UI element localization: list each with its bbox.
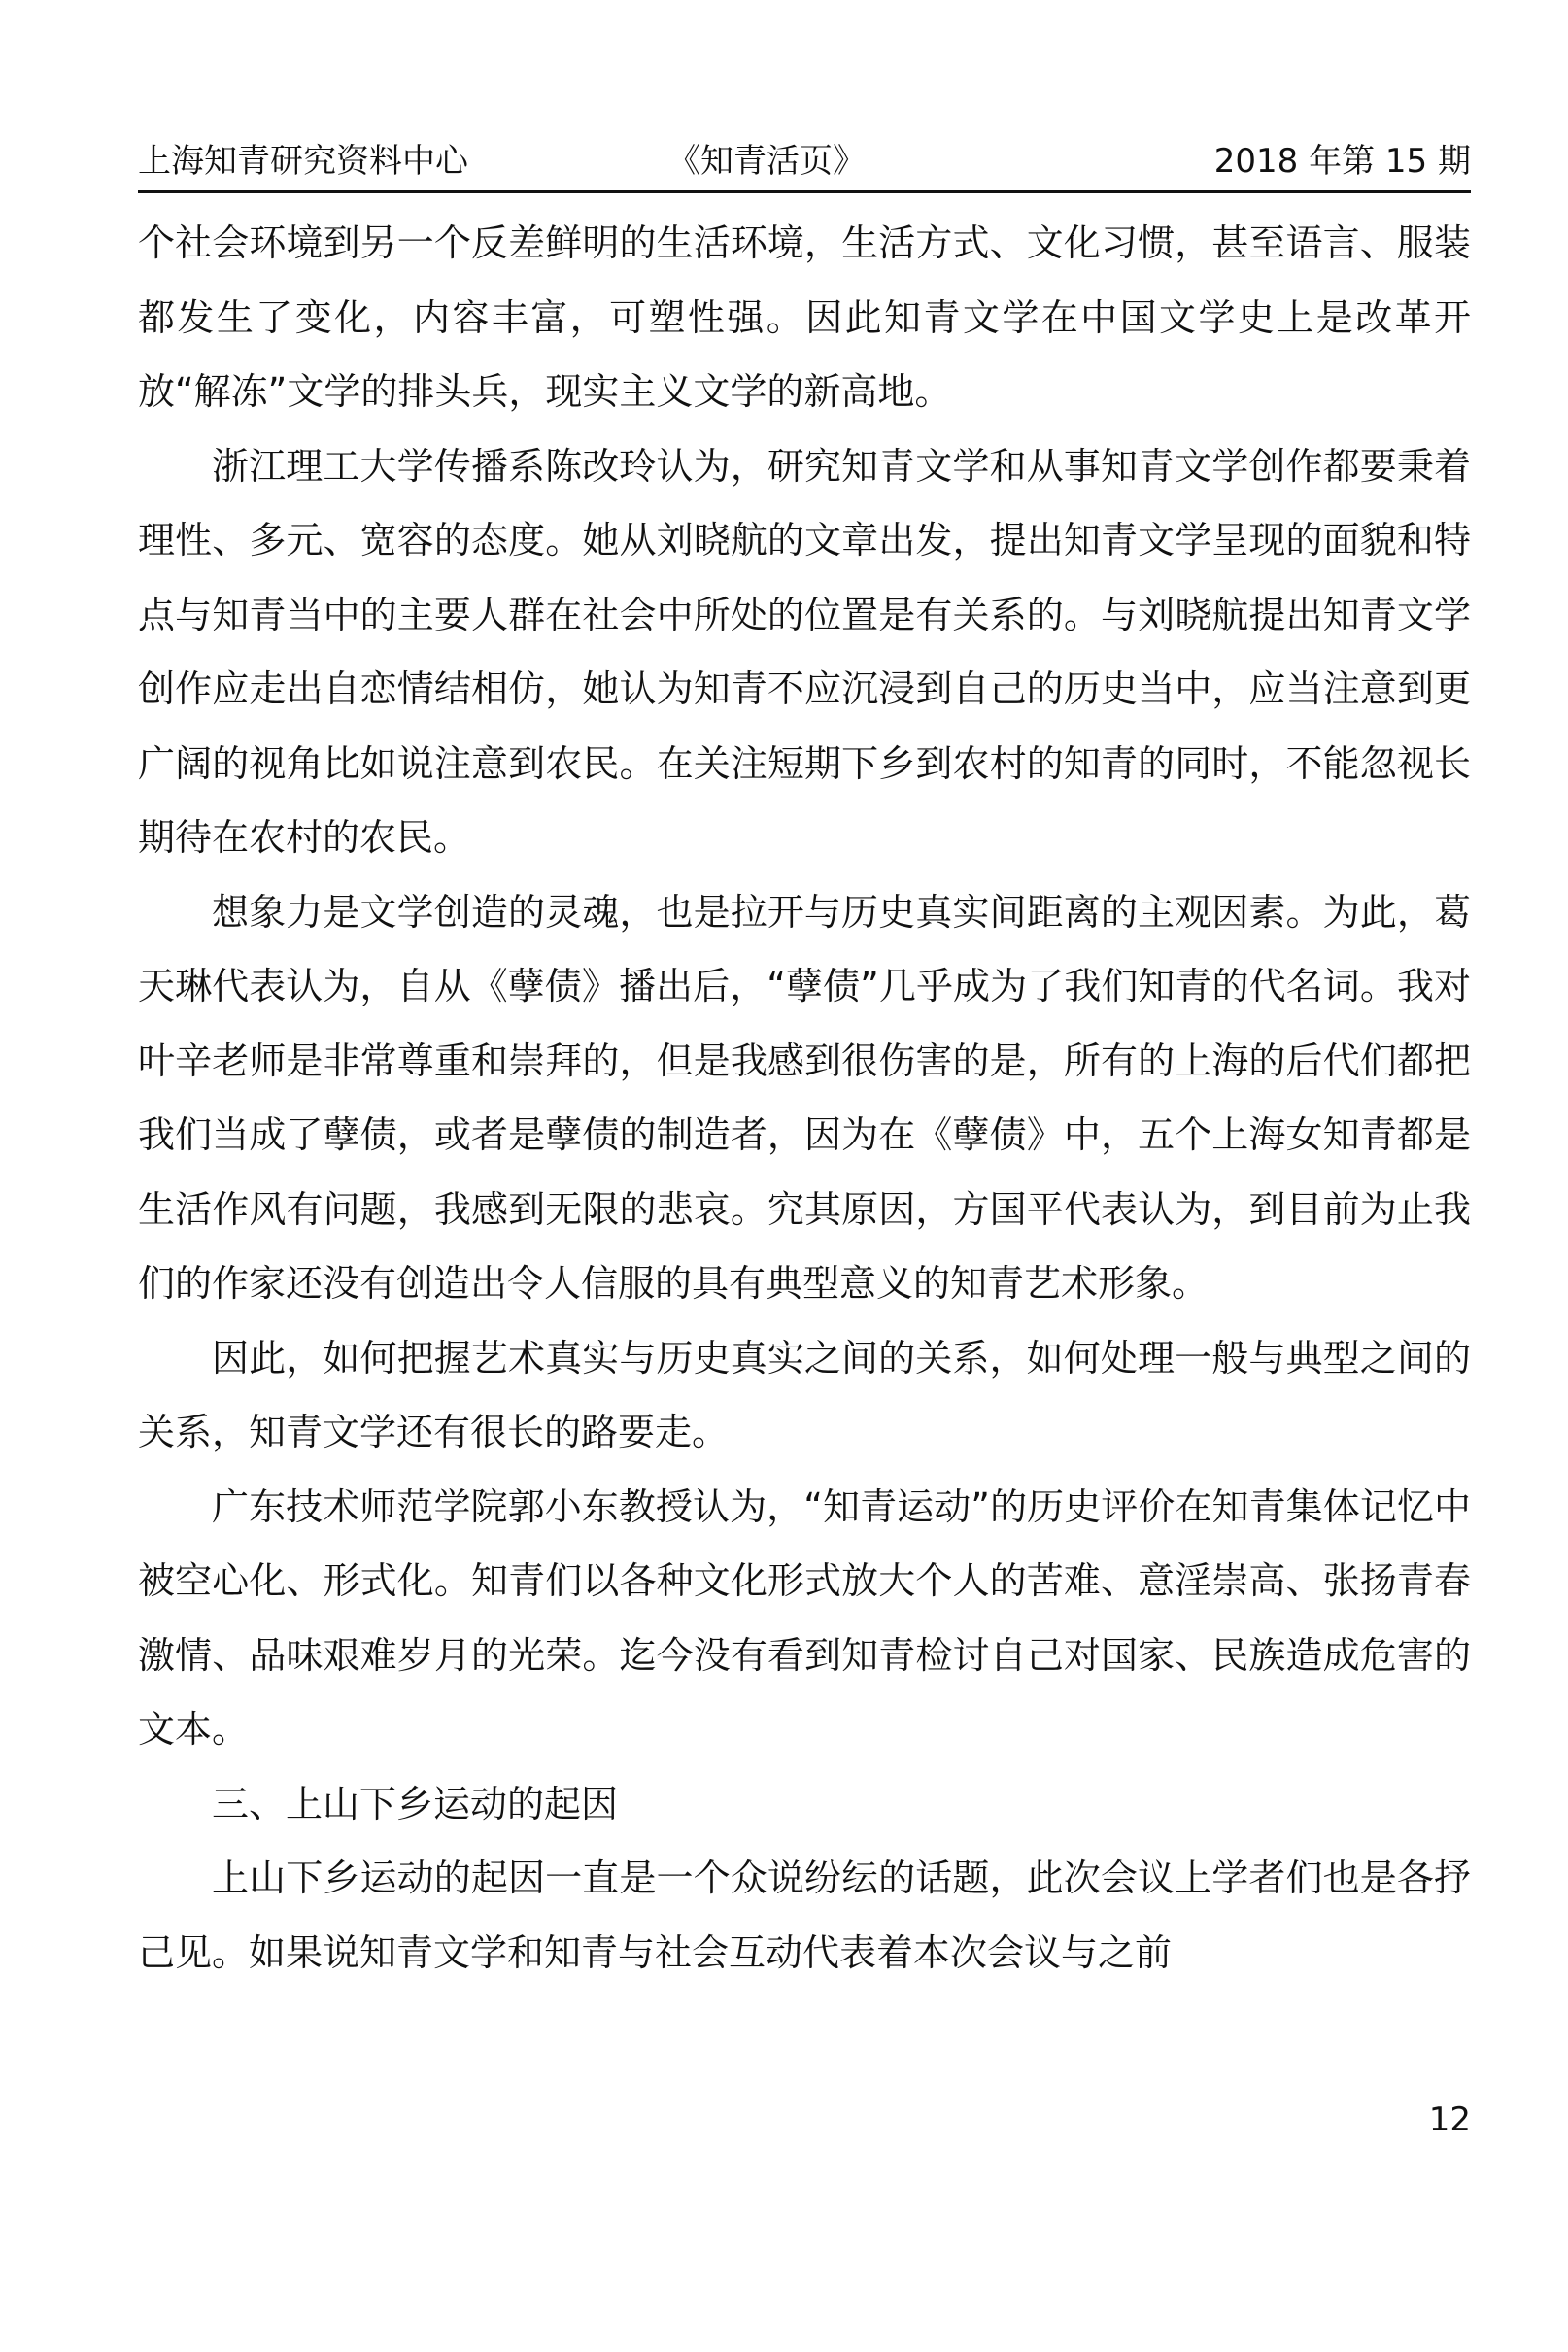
header-publisher: 上海知青研究资料中心 (138, 142, 468, 181)
header-issue: 2018 年第 15 期 (1213, 142, 1471, 181)
paragraph: 想象力是文学创造的灵魂，也是拉开与历史真实间距离的主观因素。为此，葛天琳代表认为，自从《孽债》播出后，“孽债”几乎成为了我们知青的代名词。我对叶辛老师是非常尊重和崇拜的，但是我感到很伤害的是，所有的上海的后代们都把我们当成了孽债，或者是孽债的制造者，因为在《孽债》中，五个上海女知青都是生活作风有问题，我感到无限的悲哀。究其原因，方国平代表认为，到目前为止我们的作家还没有创造出令人信服的具有典型意义的知青艺术形象。 (138, 890, 1471, 1305)
page-header (138, 132, 1471, 190)
paragraph-continued: 个社会环境到另一个反差鲜明的生活环境，生活方式、文化习惯，甚至语言、服装都发生了变化，内容丰富，可塑性强。因此知青文学在中国文学史上是改革开放“解冻”文学的排头兵，现实主义文学的新高地。 (138, 222, 1471, 413)
header-publication-title: 《知青活页》 (667, 142, 866, 181)
header-divider (138, 190, 1471, 193)
section-heading: 三、上山下乡运动的起因 (212, 1782, 619, 1825)
paragraph: 浙江理工大学传播系陈改玲认为，研究知青文学和从事知青文学创作都要秉着理性、多元、宽容的态度。她从刘晓航的文章出发，提出知青文学呈现的面貌和特点与知青当中的主要人群在社会中所处的位置是有关系的。与刘晓航提出知青文学创作应走出自恋情结相仿，她认为知青不应沉浸到自己的历史当中，应当注意到更广阔的视角比如说注意到农民。在关注短期下乡到农村的知青的同时，不能忽视长期待在农村的农民。 (138, 444, 1471, 859)
paragraph: 上山下乡运动的起因一直是一个众说纷纭的话题，此次会议上学者们也是各抒己见。如果说知青文学和知青与社会互动代表着本次会议与之前 (138, 1857, 1471, 1974)
article-body (138, 206, 1471, 1990)
paragraph: 因此，如何把握艺术真实与历史真实之间的关系，如何处理一般与典型之间的关系，知青文学还有很长的路要走。 (138, 1336, 1471, 1453)
page-number: 12 (1428, 2100, 1471, 2139)
paragraph: 广东技术师范学院郭小东教授认为，“知青运动”的历史评价在知青集体记忆中被空心化、形式化。知青们以各种文化形式放大个人的苦难、意淫崇高、张扬青春激情、品味艰难岁月的光荣。迄今没有看到知青检讨自己对国家、民族造成危害的文本。 (138, 1484, 1471, 1751)
